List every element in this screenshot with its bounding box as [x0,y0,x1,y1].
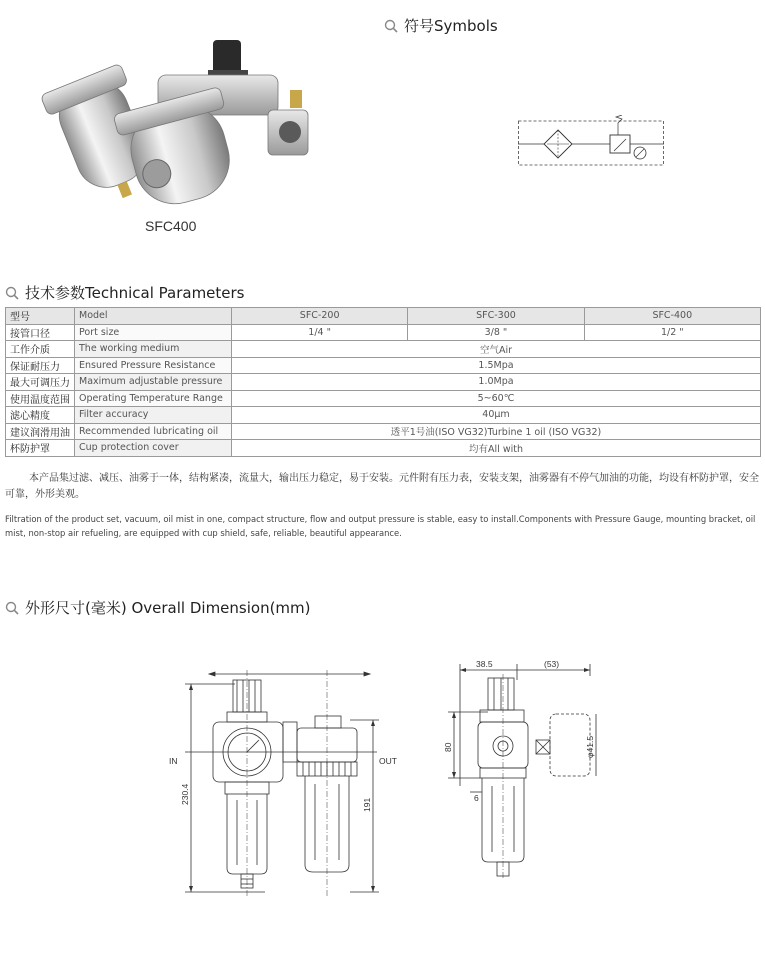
table-cell: Operating Temperature Range [75,390,232,407]
table-cell: Recommended lubricating oil [75,423,232,440]
table-cell: 接管口径 [6,324,75,341]
model-cell: SFC-200 [232,308,408,325]
table-header-row [6,308,761,325]
dim-80: 80 [443,742,453,752]
table-cell: 使用温度范围 [6,390,75,407]
table-cell: 最大可调压力 [6,374,75,391]
front-view-drawing [165,660,405,900]
table-cell: 杯防护罩 [6,440,75,457]
description-english: Filtration of the product set, vacuum, oil mist in one, compact structure, flow and output pressure is stable, easy to install.Components with Pressure Gauge, mounting bracket, oil mist, non-stop air refueling, are equipped with cup shield, safe, reliable, beautiful appearance. [5,514,756,538]
label-in: IN [169,756,178,766]
search-magnifier-icon [5,286,19,300]
symbols-title: 符号Symbols [404,17,498,35]
table-cell: 1/4 " [232,324,408,341]
table-cell: 均有All with [232,440,761,457]
table-cell: Port size [75,324,232,341]
table-cell: 3/8 " [408,324,584,341]
technical-parameters-table [5,307,761,457]
table-cell: 空气Air [232,341,761,358]
table-cell: The working medium [75,341,232,358]
dim-6: 6 [474,793,479,803]
description-chinese: 本产品集过滤、减压、油雾于一体，结构紧凑，流量大，输出压力稳定，易于安装。元件附有压力表，安装支架，油雾器有不停气加油的功能，均设有杯防护罩，安全可靠，外形美观。 [5,473,759,500]
dim-38-5: 38.5 [476,659,493,669]
dimension-title: 外形尺寸(毫米) Overall Dimension(mm) [25,599,311,617]
dim-phi-41-5: φ41.5 [585,735,595,758]
table-cell: 1.0Mpa [232,374,761,391]
dim-53: (53) [544,659,560,669]
table-cell: 工作介质 [6,341,75,358]
table-cell: 建议润滑用油 [6,423,75,440]
table-cell: 滤心精度 [6,407,75,424]
model-cell: SFC-400 [584,308,760,325]
table-cell: 1.5Mpa [232,357,761,374]
table-row [6,341,761,358]
model-caption: SFC400 [145,218,197,234]
table-row [6,324,761,341]
table-cell: Maximum adjustable pressure [75,374,232,391]
symbols-heading [384,15,498,36]
table-cell: 保证耐压力 [6,357,75,374]
table-cell: 型号 [6,308,75,325]
table-cell: Filter accuracy [75,407,232,424]
technical-title: 技术参数Technical Parameters [25,284,245,302]
side-view-drawing [440,656,600,886]
dimension-heading [5,597,311,618]
table-row [6,357,761,374]
table-cell: 透平1号油(ISO VG32)Turbine 1 oil (ISO VG32) [232,423,761,440]
table-cell: Cup protection cover [75,440,232,457]
dim-191: 191 [362,797,372,812]
search-magnifier-icon [384,19,398,33]
model-cell: SFC-300 [408,308,584,325]
table-row [6,390,761,407]
table-row [6,440,761,457]
table-cell: 5~60℃ [232,390,761,407]
product-photo [38,35,318,210]
table-cell: Ensured Pressure Resistance [75,357,232,374]
table-row [6,407,761,424]
technical-heading [5,282,245,303]
search-magnifier-icon [5,601,19,615]
table-row [6,374,761,391]
pneumatic-symbol-diagram [518,115,664,171]
table-cell: 1/2 " [584,324,760,341]
table-cell: Model [75,308,232,325]
table-cell: 40μm [232,407,761,424]
dim-230-4: 230.4 [180,783,190,805]
table-row [6,423,761,440]
label-out: OUT [379,756,397,766]
